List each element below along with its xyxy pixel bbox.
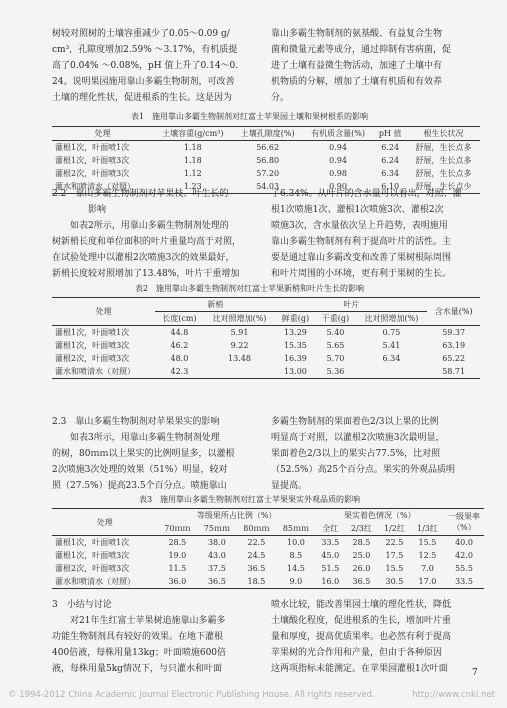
table-cell: 灌水和喷清水（对照） [55,182,135,191]
table2 [52,297,480,379]
table-cell: 灌根1次，叶面喷1次 [55,328,130,337]
table-cell: 51.5 [321,564,340,573]
table-cell: 36.5 [207,577,226,586]
table-cell: 26.0 [352,564,371,573]
table1-header: 有机质含量(%) [311,129,365,138]
text-line: 明显高于对照，以灌根2次喷施3次最明显， [271,433,445,443]
table-cell: 40.0 [455,538,473,547]
table-cell: 6.24 [381,156,400,165]
table-cell: 10.0 [287,538,305,547]
table-cell: 18.5 [247,577,266,586]
text-line: 菌和微量元素等成分，通过抑制有害病菌，促 [271,45,452,55]
table-cell: 42.3 [170,367,189,376]
table-cell: 灌根2次，叶面喷3次 [55,354,130,363]
table-cell: 灌根1次，叶面喷1次 [55,538,130,547]
text-line: 要是通过靠山多霸改变和改善了果树根际周围 [271,253,452,263]
table3-subheader: 85ｍｍ [282,524,309,533]
table1-header-row [52,127,480,141]
table-cell: 灌水和喷清水（对照） [55,577,135,586]
table-cell: 44.8 [170,328,189,337]
text-line: 24。说明果园施用靠山多霸生物制剂，可改善 [52,77,235,87]
section-2-3-left [52,414,264,494]
table-cell: 舒展，生长点多 [415,169,472,178]
table-row [52,352,480,365]
table-cell: 1.12 [183,169,202,178]
text-line: 2次喷施3次处理的效果（51%）明显，较对 [52,465,228,475]
table2-subheader: 比对照增加(%) [212,314,267,323]
text-line: 和叶片周围的小环境，更有利于果树的生长。 [271,269,452,279]
text-line: （52.5%）高25个百分点。果实的外观品质明 [271,465,456,475]
table-cell: 9.22 [230,341,249,350]
table2-title: 施用靠山多霸生物制剂对红富士苹果新梢和叶片生长的影响 [156,284,365,293]
table3-subheader: 80ｍｍ [243,524,270,533]
table-cell: 5.40 [326,328,345,337]
table-cell: 56.80 [256,156,280,165]
table-cell: 15.35 [283,341,307,350]
table-cell: 1.18 [183,143,202,152]
table-cell: 5.41 [382,341,401,350]
table-row [52,141,480,155]
text-line: 喷施3次，含水量依次呈上升趋势，表明施用 [271,221,448,231]
table-row [52,326,480,340]
table3-title: 施用靠山多霸生物制剂对红富士苹果果实外观品质的影响 [160,495,361,504]
table-cell: 56.62 [256,143,280,152]
table-cell: 9.0 [289,577,303,586]
text-line: 功能生物制剂具有较好的效果。在地下灌根 [52,632,224,642]
table2-caption [30,283,477,294]
table-cell: 13.48 [228,354,251,363]
section-heading: 3 小结与讨论 [52,600,112,610]
table-cell [356,365,428,379]
table3-subheader: 75ｍｍ [203,524,230,533]
table2-header-row [52,298,480,312]
table-cell: 0.90 [329,182,347,191]
text-line: 多霸生物制剂的果面着色2/3以上果的比例 [271,417,439,427]
table-cell: 舒展，生长点多 [415,156,472,165]
text-line: 在试验处理中以灌根2次喷施3次的效果最好， [52,253,235,263]
text-line: 喷水比较，能改善果园土壤的理化性状，降低 [271,600,452,610]
table-cell: 0.94 [329,143,347,152]
table-cell: 36.5 [247,564,266,573]
table2-group-header: 新梢 [155,298,275,312]
table3-group-header: 等级果所占比例（%） [196,511,277,520]
table-cell: 灌根1次，叶面喷3次 [55,341,130,350]
table1-header: 处理 [94,129,111,138]
table2-subheader: 干重(g) [321,314,350,323]
text-line: 树新梢长度和单位面积的叶片重量均高于对照， [52,237,242,247]
table3-subheader: 全红 [322,524,339,533]
table-cell: 舒展，生长点多 [415,143,472,152]
table-cell: 22.5 [247,538,266,547]
table-cell: 5.36 [326,367,345,376]
table-row [52,549,484,562]
table-cell: 舒展，生长点少 [415,182,472,191]
table2-header: 含水量(%) [427,298,480,326]
table-cell: 13.29 [283,328,307,337]
table-cell: 灌根2次，叶面喷3次 [55,169,130,178]
table-row [52,562,484,575]
table-cell: 灌根1次，叶面喷3次 [55,551,130,560]
table-cell: 15.5 [418,538,437,547]
section-heading: 2.2 靠山多霸生物制剂对苹果枝、叶生长的 [52,189,229,199]
table-cell: 8.5 [289,551,303,560]
table3-subheader: 2/3红 [350,524,372,533]
table2-subheader: 长度(cm) [162,314,197,323]
text-line: 根1次喷施1次、灌根1次喷施3次、灌根2次 [271,205,444,215]
table-cell: 45.0 [321,551,340,560]
text-line: 照（27.5%）提高23.5个百分点。喷施靠山 [52,481,227,491]
page-number: 7 [472,668,478,678]
table2-group-header: 叶片 [275,298,427,312]
table1-title: 施用靠山多霸生物制剂对红富士苹果园土壤和果树根系的影响 [152,112,369,121]
table-cell: 12.5 [418,551,437,560]
table2-subheader: 比对照增加(%) [364,314,419,323]
table-cell: 36.0 [168,577,187,586]
table-cell: 46.2 [170,341,189,350]
table-cell: 灌根2次，叶面喷3次 [55,564,130,573]
table-cell: 43.0 [207,551,226,560]
table-cell: 57.20 [256,169,280,178]
table-cell: 13.00 [283,367,307,376]
table3-header: 一级果率（%） [444,509,484,536]
section-heading-cont: 影响 [88,205,107,215]
text-line: 400倍液，每株用量13kg；叶面喷施600倍 [52,648,227,658]
table-cell: 6.24 [381,143,400,152]
intro-left-column [52,26,264,106]
table-cell: 0.75 [382,328,401,337]
table-cell: 灌根1次，叶面喷3次 [55,156,130,165]
section-3-right [271,597,483,677]
text-line: 了6.34%。从叶片的含水量可以看出，对照、灌 [271,189,462,199]
copyright-text: © 1994-2012 China Academic Journal Electronic Publishing House. All rights reserved. [8,690,375,700]
table-cell: 25.0 [352,551,371,560]
table-cell: 59.37 [442,328,466,337]
table3-header: 处理 [52,509,158,536]
table1-header: 土壤孔隙度(%) [240,129,295,138]
table-row [52,154,480,167]
section-heading: 2.3 靠山多霸生物制剂对苹果果实的影响 [52,417,220,427]
table-cell: 灌水和喷清水（对照） [55,367,135,376]
table1-header: pH 值 [378,129,402,138]
text-line: 土壤的理化性状，促进根系的生长。这是因为 [52,93,233,103]
table-cell: 30.5 [385,577,404,586]
table-cell: 1.18 [183,156,202,165]
table-cell: 33.5 [455,577,473,586]
text-line: 树较对照树的土壤容重减少了0.05～0.09 g/ [52,29,230,39]
text-line: 苹果树的光合作用和产量，但由于各种原因 [271,648,443,658]
table-cell: 0.98 [329,169,347,178]
table-cell: 6.10 [381,182,400,191]
text-line: 对21年生红富士苹果树追施靠山多霸多 [70,616,226,626]
table-cell: 28.5 [352,538,371,547]
table3 [52,508,484,589]
table3-subheader: 1/2红 [383,524,405,533]
table-cell: 16.39 [283,354,307,363]
table3-header-row [52,509,484,523]
table-cell: 11.5 [168,564,187,573]
table-cell: 16.0 [321,577,340,586]
table-row [52,575,484,589]
table-cell: 54.03 [256,182,280,191]
text-line: 进了土壤有益微生物活动，加速了土壤中有 [271,61,443,71]
table-cell: 6.34 [381,169,400,178]
text-line: 机物质的分解，增加了土壤有机质和有效养 [271,77,443,87]
text-line: 靠山多霸生物制剂的氨基酸、有益复合生物 [271,29,443,39]
text-line: 如表3所示，用靠山多霸生物制剂处理 [70,433,220,443]
table3-number: 表3 [138,495,153,504]
table1-header: 根生长状况 [423,129,464,138]
section-2-3-right [271,414,483,494]
table-cell: 15.5 [385,564,404,573]
table2-number: 表2 [134,284,149,293]
table-cell: 17.5 [385,551,404,560]
section-3-left [52,597,264,677]
text-line: 液，每株用量5kg情况下，与只灌水和叶面 [52,664,222,674]
table2-subheader: 鲜重(g) [281,314,310,323]
table2-header: 处理 [52,298,155,326]
table3-subheader: 1/3红 [417,524,438,533]
table-cell: 6.34 [382,354,401,363]
table-cell: 19.0 [168,551,187,560]
text-line: 高了0.04% ～0.08%，pH 值上升了0.14～0. [52,61,239,71]
table-row [52,167,480,180]
table-cell: 65.22 [442,354,466,363]
table-cell: 48.0 [170,354,189,363]
section-2-2-left [52,186,264,282]
table-cell: 14.5 [287,564,305,573]
table-cell: 33.5 [321,538,340,547]
text-line: 这两项指标未能测定。在苹果园灌根1次叶面 [271,664,448,674]
footer-link[interactable]: http://www.cnki.net [412,690,495,700]
table1-header: 土壤容重(g/cm³) [162,129,224,138]
table-cell: 63.19 [442,341,466,350]
table3-caption [30,494,477,505]
table-cell: 58.71 [442,367,466,376]
table-row [52,536,484,550]
text-line: 如表2所示，用靠山多霸生物制剂处理的 [70,221,229,231]
table-cell: 7.0 [421,564,434,573]
table3-subheader: 70ｍｍ [164,524,191,533]
table1-number: 表1 [130,112,145,121]
table1-caption [30,111,477,122]
table-cell: 5.70 [326,354,345,363]
table3-group-header: 果实着色情况（%） [344,511,416,520]
table-cell: 37.5 [207,564,226,573]
text-line: 的树，80ｍｍ以上果实的比例明显多，以灌根 [52,449,235,459]
table-cell: 55.5 [455,564,473,573]
table-cell: 灌根1次，叶面喷1次 [55,143,130,152]
text-line: 显提高。 [271,481,308,491]
table-row [52,365,480,379]
table-cell [204,365,276,379]
text-line: cm³，孔隙度增加2.59% ～3.17%，有机质提 [52,45,238,55]
table-cell: 28.5 [168,538,187,547]
intro-right-column [271,26,483,106]
table-cell: 38.0 [207,538,226,547]
text-line: 土壤酸化程度，促进根系的生长，增加叶片重 [271,616,452,626]
text-line: 分。 [271,93,290,103]
table-row [52,339,480,352]
table-cell: 1.23 [183,182,202,191]
table-cell: 5.91 [230,328,249,337]
text-line: 靠山多霸生物制剂有利于提高叶片的活性。主 [271,237,452,247]
table-cell: 0.94 [329,156,347,165]
table-cell: 22.5 [385,538,404,547]
table-cell: 42.0 [455,551,473,560]
table1 [52,126,480,194]
text-line: 果面着色2/3以上的果实占77.5%，比对照 [271,449,441,459]
table-cell: 36.5 [352,577,371,586]
section-2-2-right [271,186,483,282]
table-cell: 5.65 [326,341,345,350]
text-line: 量和厚度，提高优质果率。也必然有利于提高 [271,632,452,642]
table-cell: 17.0 [418,577,437,586]
table-cell: 24.5 [247,551,266,560]
text-line: 新梢长度较对照增加了13.48%，叶片干重增加 [52,269,240,279]
